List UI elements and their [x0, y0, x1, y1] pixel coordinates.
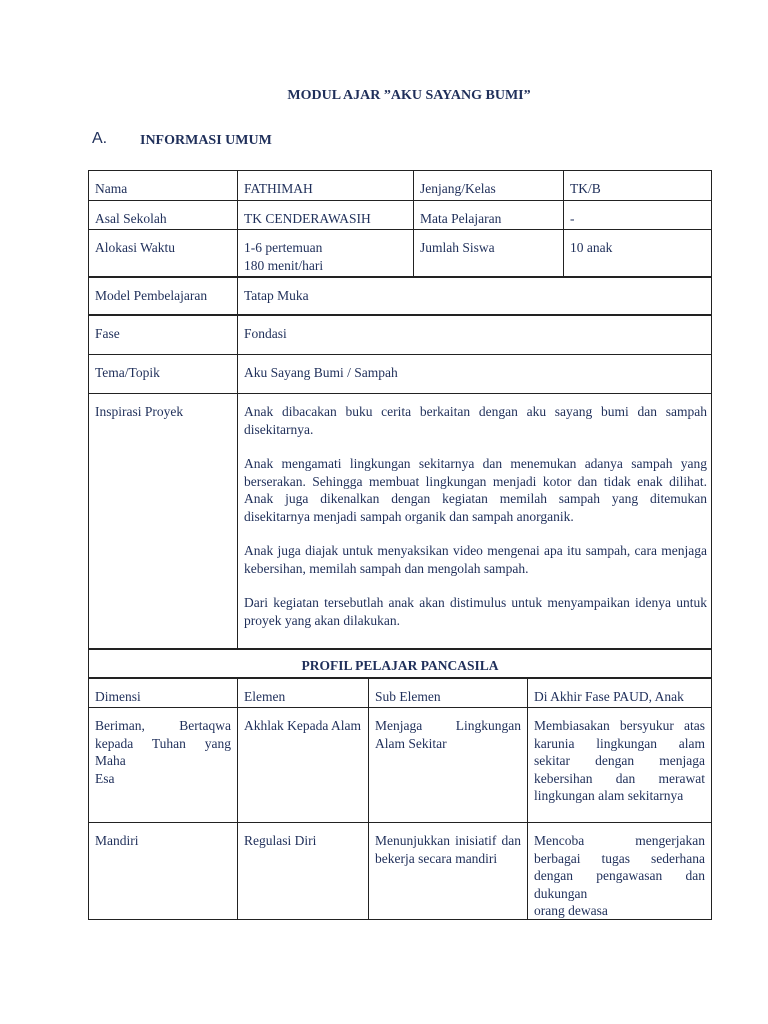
- col-header-akhir-fase: Di Akhir Fase PAUD, Anak: [534, 689, 684, 704]
- table-row: [89, 394, 711, 650]
- jenjang-value: TK/B: [570, 181, 601, 196]
- table-row: [89, 278, 711, 316]
- inspirasi-paragraph: Anak mengamati lingkungan sekitarnya dan menemukan adanya sampah yang berserakan. Sehingga membuat lingkungan menjadi kotor dan tidak enak dilihat. Anak juga dikenalkan dengan kegiatan memilah sampah yang ditemukan disekitarnya menjadi sampah organik dan sampah anorganik.: [244, 456, 707, 524]
- inspirasi-label: Inspirasi Proyek: [89, 394, 238, 648]
- table-row: [89, 201, 711, 230]
- asal-value: TK CENDERAWASIH: [238, 201, 414, 229]
- table-row: [89, 708, 711, 823]
- fase-label: Fase: [89, 316, 238, 354]
- sub-elemen-cell: Menjaga Lingkungan Alam Sekitar: [369, 708, 528, 822]
- inspirasi-value: [238, 394, 711, 648]
- sub-elemen-cell: Menunjukkan inisiatif dan bekerja secara mandiri: [369, 823, 528, 919]
- dimensi-cell: Beriman, Bertaqwa kepada Tuhan yang Maha Esa: [89, 708, 238, 822]
- tema-label: Tema/Topik: [89, 355, 238, 393]
- table-row: [89, 679, 711, 708]
- table-row: [89, 823, 711, 919]
- table-row: [89, 316, 711, 355]
- tema-value: Aku Sayang Bumi / Sampah: [244, 365, 398, 380]
- nama-label: Nama: [89, 171, 238, 200]
- alokasi-label: Alokasi Waktu: [89, 230, 238, 276]
- col-header-sub-elemen: Sub Elemen: [369, 679, 528, 707]
- model-value: Tatap Muka: [244, 288, 309, 303]
- dimensi-cell: Mandiri: [89, 823, 238, 919]
- mapel-value: -: [570, 211, 575, 226]
- alokasi-value-line: 180 menit/hari: [244, 257, 324, 273]
- fase-value: Fondasi: [244, 326, 287, 341]
- jumlah-label: Jumlah Siswa: [414, 230, 564, 276]
- mapel-label: Mata Pelajaran: [414, 201, 564, 229]
- alokasi-value: [238, 230, 414, 276]
- inspirasi-paragraph: Dari kegiatan tersebutlah anak akan distimulus untuk menyampaikan idenya untuk proyek yang akan dilakukan.: [244, 595, 707, 628]
- model-label: Model Pembelajaran: [89, 278, 238, 314]
- section-letter: A.: [92, 130, 108, 147]
- table-row: [89, 355, 711, 394]
- akhir-fase-cell: Mencoba mengerjakan berbagai tugas sederhana dengan pengawasan dan dukungan orang dewasa: [534, 833, 705, 918]
- elemen-cell: Akhlak Kepada Alam: [238, 708, 369, 822]
- table-row: [89, 230, 711, 278]
- inspirasi-paragraph: Anak dibacakan buku cerita berkaitan dengan aku sayang bumi dan sampah disekitarnya.: [244, 404, 707, 437]
- akhir-fase-cell: Membiasakan bersyukur atas karunia lingkungan alam sekitar dengan menjaga kebersihan dan merawat lingkungan alam sekitarnya: [534, 718, 705, 803]
- col-header-dimensi: Dimensi: [89, 679, 238, 707]
- table-row: [89, 171, 711, 201]
- nama-value: FATHIMAH: [238, 171, 414, 200]
- elemen-cell: Regulasi Diri: [238, 823, 369, 919]
- asal-label: Asal Sekolah: [89, 201, 238, 229]
- table-row: [89, 650, 711, 679]
- inspirasi-paragraph: Anak juga diajak untuk menyaksikan video mengenai apa itu sampah, cara menjaga kebersihan, memilah sampah dan mengolah sampah.: [244, 543, 707, 576]
- jenjang-label: Jenjang/Kelas: [414, 171, 564, 200]
- jumlah-value: 10 anak: [570, 240, 613, 255]
- document-title: MODUL AJAR ”AKU SAYANG BUMI”: [287, 88, 531, 103]
- profil-heading: PROFIL PELAJAR PANCASILA: [301, 658, 499, 673]
- section-title: INFORMASI UMUM: [140, 133, 272, 148]
- alokasi-value-line: 1-6 pertemuan: [244, 240, 323, 255]
- col-header-elemen: Elemen: [238, 679, 369, 707]
- info-table: [88, 170, 712, 920]
